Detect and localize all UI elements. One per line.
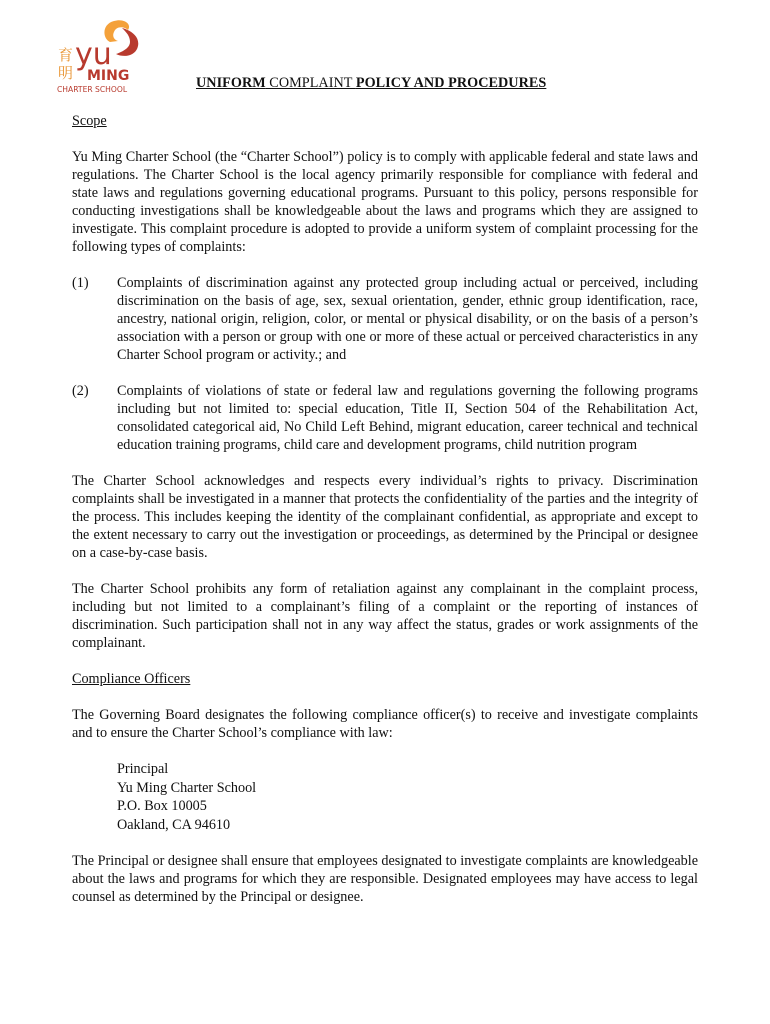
scope-heading: Scope xyxy=(72,113,107,129)
compliance-officers-heading: Compliance Officers xyxy=(72,671,191,687)
logo-subtitle-text: CHARTER SCHOOL xyxy=(57,85,128,94)
list-number: (1) xyxy=(72,275,89,291)
logo-char-1: 育 xyxy=(58,46,74,64)
address-line-city: Oakland, CA 94610 xyxy=(117,816,231,833)
document-title xyxy=(196,75,546,92)
list-number: (2) xyxy=(72,383,89,399)
title-part-policy: POLICY AND PROCEDURES xyxy=(355,75,547,91)
complaint-type-item-2 xyxy=(72,382,698,454)
scope-intro-paragraph: Yu Ming Charter School (the “Charter School”) policy is to comply with applicable federal and state laws and regulations. The Charter School is the local agency primarily responsible for compliance with federal and state laws and regulations governing educational programs. Pursuant to this policy, persons responsible for conducting investigations shall be knowledgeable about the laws and programs which they are assigned to investigate. This complaint procedure is adopted to provide a uniform system of complaint processing for the following types of complaints: xyxy=(72,149,698,255)
address-line-title: Principal xyxy=(117,761,169,777)
list-text: Complaints of discrimination against any protected group including actual or perceived, including discrimination on the basis of age, sex, sexual orientation, gender, ethnic group identification, race, ancestry, national origin, religion, color, or mental or physical disability, or on the basis of a person’s association with a person or group with one or more of these actual or perceived characteristics in any Charter School program or activity.; and xyxy=(117,275,698,363)
list-text: Complaints of violations of state or federal law and regulations governing the following programs including but not limited to: special education, Title II, Section 504 of the Rehabilitation Act, consolidated categorical aid, No Child Left Behind, migrant education, career technical and technical education training programs, child care and development programs, child nutrition program xyxy=(117,383,698,453)
complaint-type-item-1 xyxy=(72,274,698,364)
compliance-officer-address xyxy=(117,760,698,834)
logo-yu-text: yu xyxy=(75,37,112,72)
privacy-paragraph: The Charter School acknowledges and respects every individual’s rights to privacy. Discrimination complaints shall be investigated in a manner that protects the confidentiality of the parties and the integrity of the process. This includes keeping the identity of the complainant confidential, as appropriate and except to the extent necessary to carry out the investigation or proceedings, as determined by the Principal or designee on a case-by-case basis. xyxy=(72,473,698,561)
address-line-school: Yu Ming Charter School xyxy=(117,779,257,796)
title-part-complaint: COMPLAINT xyxy=(265,75,356,91)
closing-paragraph: The Principal or designee shall ensure that employees designated to investigate complaints are knowledgeable about the laws and programs for which they are responsible. Designated employees may have access to legal counsel as determined by the Principal or designee. xyxy=(72,853,698,905)
retaliation-paragraph: The Charter School prohibits any form of retaliation against any complainant in the complaint process, including but not limited to a complainant’s filing of a complaint or the reporting of instances of discrimination. Such participation shall not in any way affect the status, grades or work assignments of the complainant. xyxy=(72,581,698,651)
address-line-pobox: P.O. Box 10005 xyxy=(117,798,207,814)
document-body xyxy=(72,112,698,924)
compliance-intro-paragraph: The Governing Board designates the following compliance officer(s) to receive and investigate complaints and to ensure the Charter School’s compliance with law: xyxy=(72,707,698,741)
school-logo xyxy=(52,14,144,94)
logo-ming-text: MING xyxy=(87,68,130,84)
title-part-uniform: UNIFORM xyxy=(196,75,266,91)
yu-ming-logo-icon xyxy=(52,14,144,94)
logo-char-2: 明 xyxy=(58,64,74,82)
